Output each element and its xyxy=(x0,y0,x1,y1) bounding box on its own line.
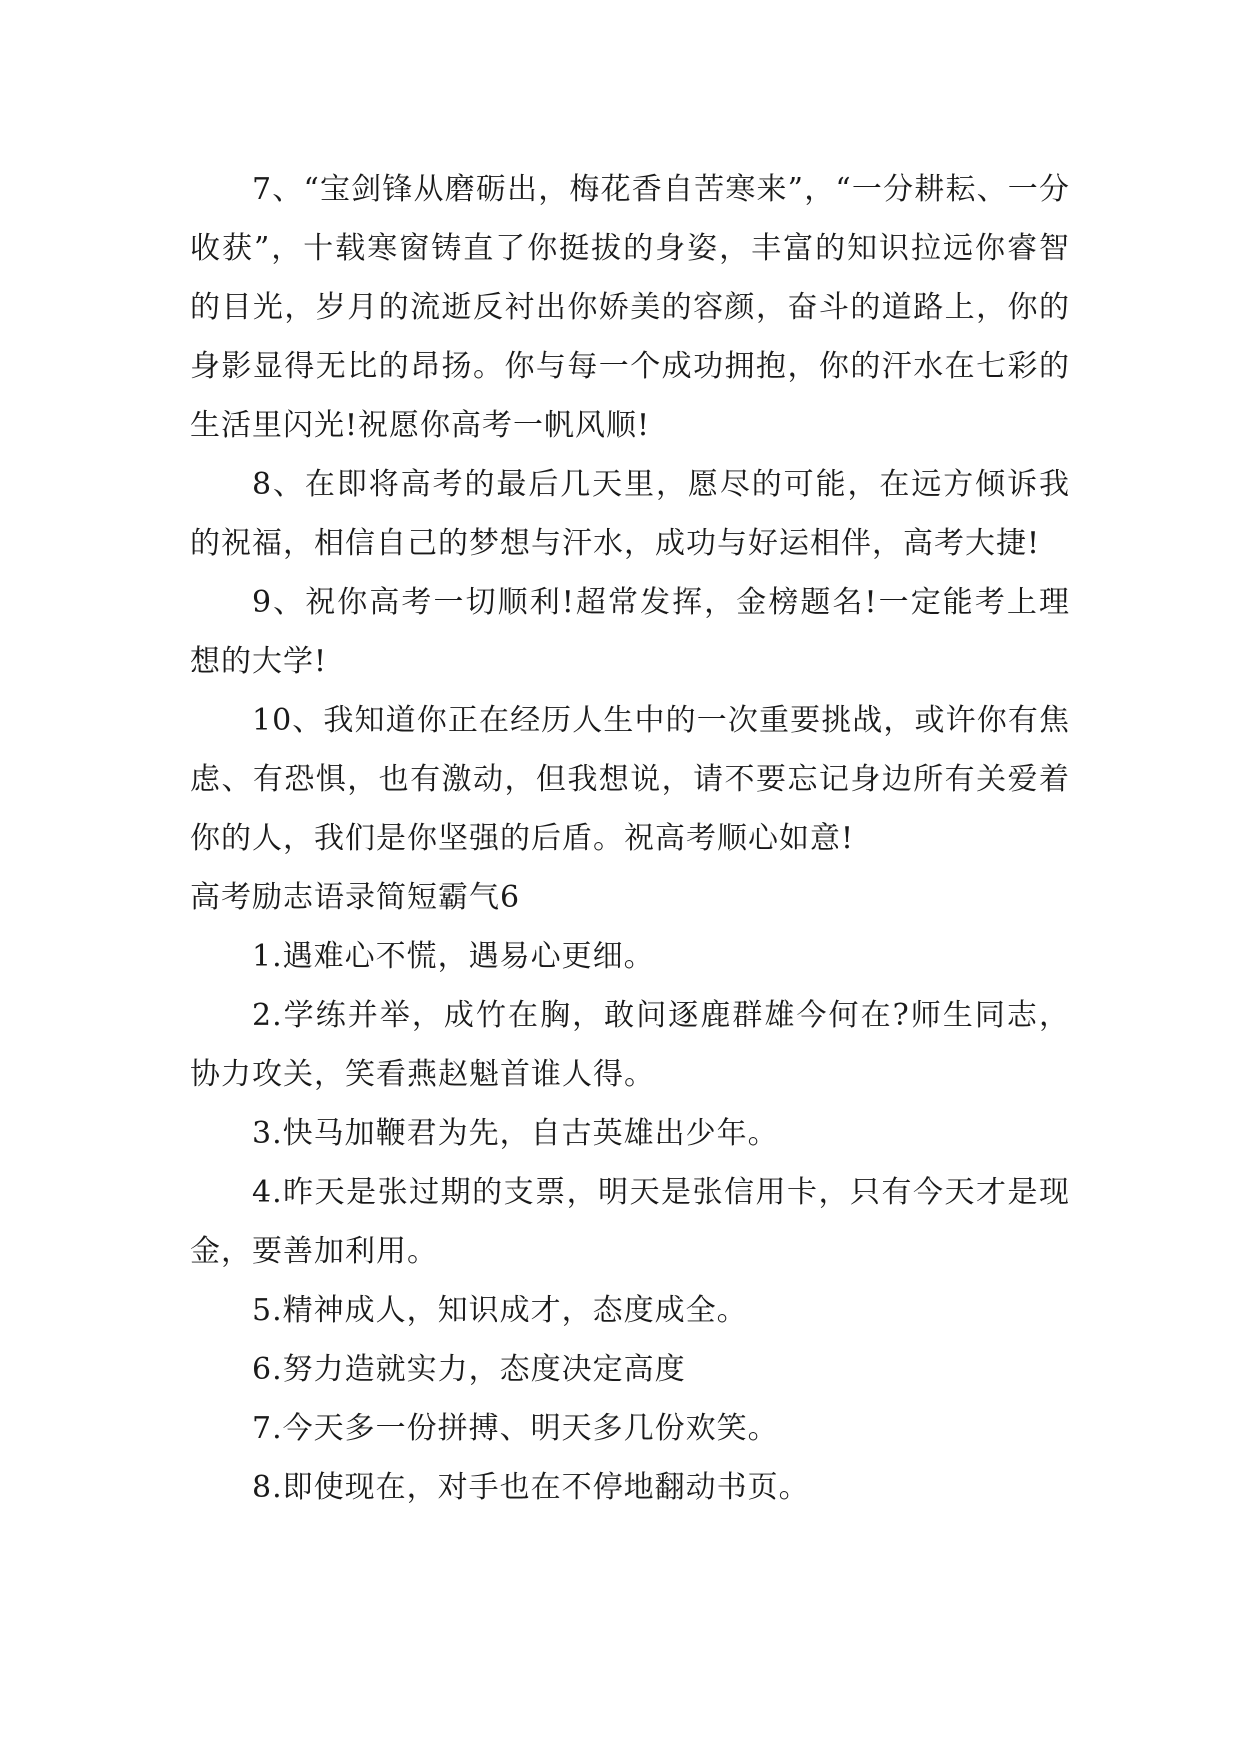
list-item-4: 4.昨天是张过期的支票，明天是张信用卡，只有今天才是现金，要善加利用。 xyxy=(190,1175,1070,1269)
paragraph-7: 7、“宝剑锋从磨砺出，梅花香自苦寒来”，“一分耕耘、一分收获”，十载寒窗铸直了你挺拔的身姿，丰富的知识拉远你睿智的目光，岁月的流逝反衬出你娇美的容颜，奋斗的道路上，你的身影显得无比的昂扬。你与每一个成功拥抱，你的汗水在七彩的生活里闪光!祝愿你高考一帆风顺! xyxy=(190,172,1070,443)
list-item-2: 2.学练并举，成竹在胸，敢问逐鹿群雄今何在?师生同志，协力攻关，笑看燕赵魁首谁人得。 xyxy=(190,998,1070,1092)
section-heading: 高考励志语录简短霸气6 xyxy=(190,880,521,915)
list-item-7: 7.今天多一份拼搏、明天多几份欢笑。 xyxy=(252,1411,779,1446)
list-item-3: 3.快马加鞭君为先，自古英雄出少年。 xyxy=(252,1116,779,1151)
paragraph-9: 9、祝你高考一切顺利!超常发挥，金榜题名!一定能考上理想的大学! xyxy=(190,585,1070,679)
list-item-1: 1.遇难心不慌，遇易心更细。 xyxy=(252,939,655,974)
paragraph-8: 8、在即将高考的最后几天里，愿尽的可能，在远方倾诉我的祝福，相信自己的梦想与汗水，成功与好运相伴，高考大捷! xyxy=(190,467,1070,561)
document-body xyxy=(190,160,1070,1517)
paragraph-10: 10、我知道你正在经历人生中的一次重要挑战，或许你有焦虑、有恐惧，也有激动，但我想说，请不要忘记身边所有关爱着你的人，我们是你坚强的后盾。祝高考顺心如意! xyxy=(190,703,1070,856)
list-item-8: 8.即使现在，对手也在不停地翻动书页。 xyxy=(252,1470,810,1505)
list-item-5: 5.精神成人，知识成才，态度成全。 xyxy=(252,1293,748,1328)
list-item-6: 6.努力造就实力，态度决定高度 xyxy=(252,1352,686,1387)
